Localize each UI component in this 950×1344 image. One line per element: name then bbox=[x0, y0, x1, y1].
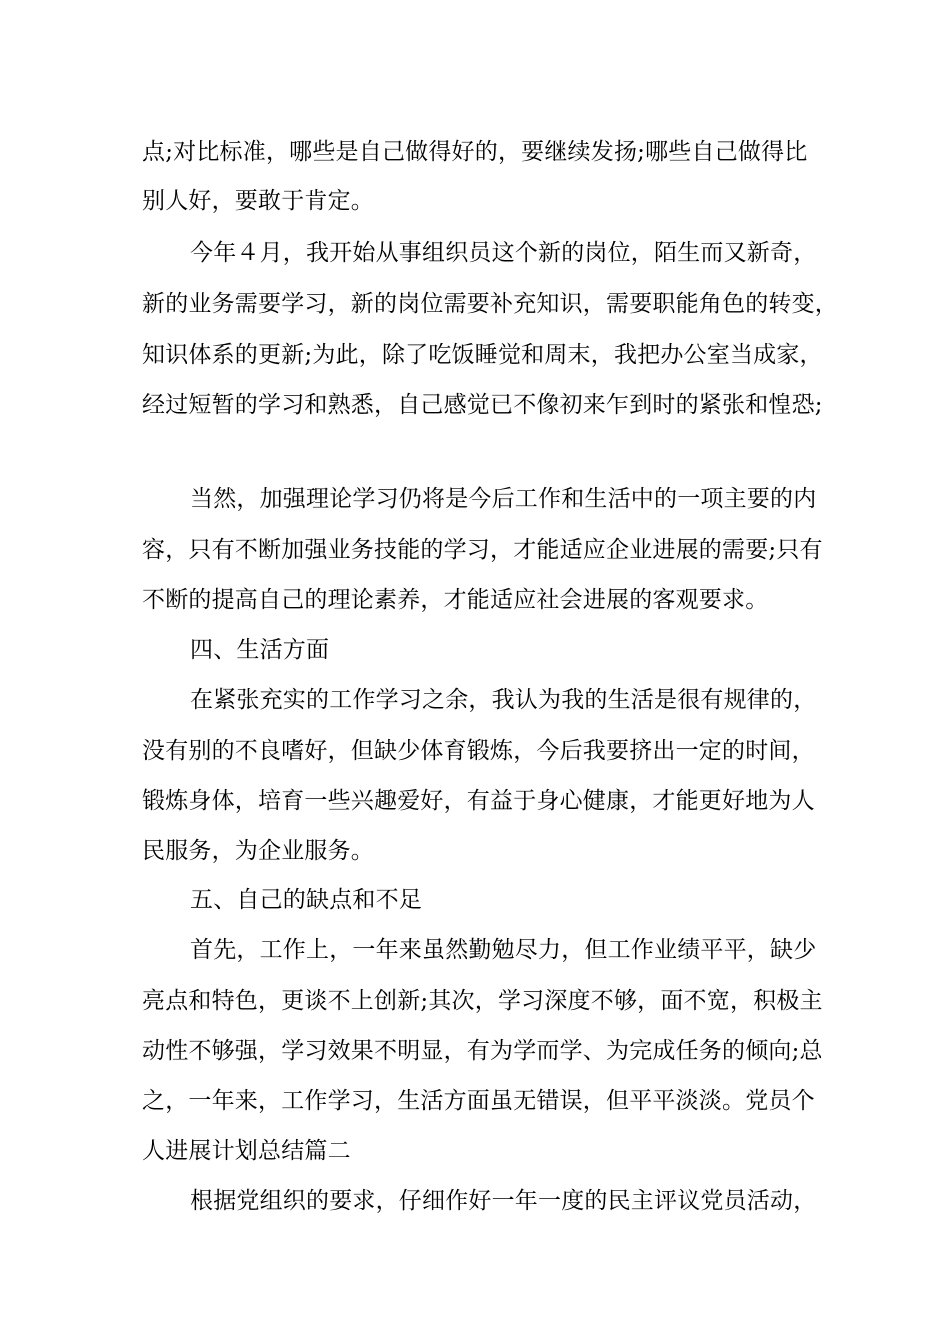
paragraph-line: 知识体系的更新;为此，除了吃饭睡觉和周末，我把办公室当成家， bbox=[142, 342, 823, 368]
paragraph-line: 根据党组织的要求，仔细作好一年一度的民主评议党员活动， bbox=[190, 1188, 817, 1214]
paragraph-line: 当然，加强理论学习仍将是今后工作和生活中的一项主要的内 bbox=[190, 486, 817, 512]
paragraph-line: 人进展计划总结篇二 bbox=[142, 1138, 351, 1164]
paragraph-line: 没有别的不良嗜好，但缺少体育锻炼，今后我要挤出一定的时间， bbox=[142, 738, 815, 764]
paragraph-line: 动性不够强，学习效果不明显，有为学而学、为完成任务的倾向;总 bbox=[142, 1038, 823, 1064]
paragraph-line: 容，只有不断加强业务技能的学习，才能适应企业进展的需要;只有 bbox=[142, 537, 823, 563]
paragraph-line: 新的业务需要学习，新的岗位需要补充知识，需要职能角色的转变， bbox=[142, 291, 838, 317]
paragraph-line: 在紧张充实的工作学习之余，我认为我的生活是很有规律的， bbox=[190, 687, 817, 713]
paragraph-line: 之，一年来，工作学习，生活方面虽无错误，但平平淡淡。党员个 bbox=[142, 1088, 815, 1114]
paragraph-line: 首先，工作上，一年来虽然勤勉尽力，但工作业绩平平，缺少 bbox=[190, 937, 817, 963]
paragraph-line: 今年４月，我开始从事组织员这个新的岗位，陌生而又新奇， bbox=[190, 240, 817, 266]
paragraph-line: 亮点和特色，更谈不上创新;其次，学习深度不够，面不宽，积极主 bbox=[142, 988, 823, 1014]
paragraph-line: 点;对比标准，哪些是自己做得好的，要继续发扬;哪些自己做得比 bbox=[142, 139, 808, 165]
paragraph-line: 经过短暂的学习和熟悉，自己感觉已不像初来乍到时的紧张和惶恐; bbox=[142, 392, 823, 418]
paragraph-line: 别人好，要敢于肯定。 bbox=[142, 188, 374, 214]
paragraph-line: 不断的提高自己的理论素养，才能适应社会进展的客观要求。 bbox=[142, 587, 769, 613]
section-heading: 五、自己的缺点和不足 bbox=[190, 887, 422, 913]
paragraph-line: 锻炼身体，培育一些兴趣爱好，有益于身心健康，才能更好地为人 bbox=[142, 788, 815, 814]
section-heading: 四、生活方面 bbox=[190, 637, 330, 663]
paragraph-line: 民服务，为企业服务。 bbox=[142, 838, 374, 864]
